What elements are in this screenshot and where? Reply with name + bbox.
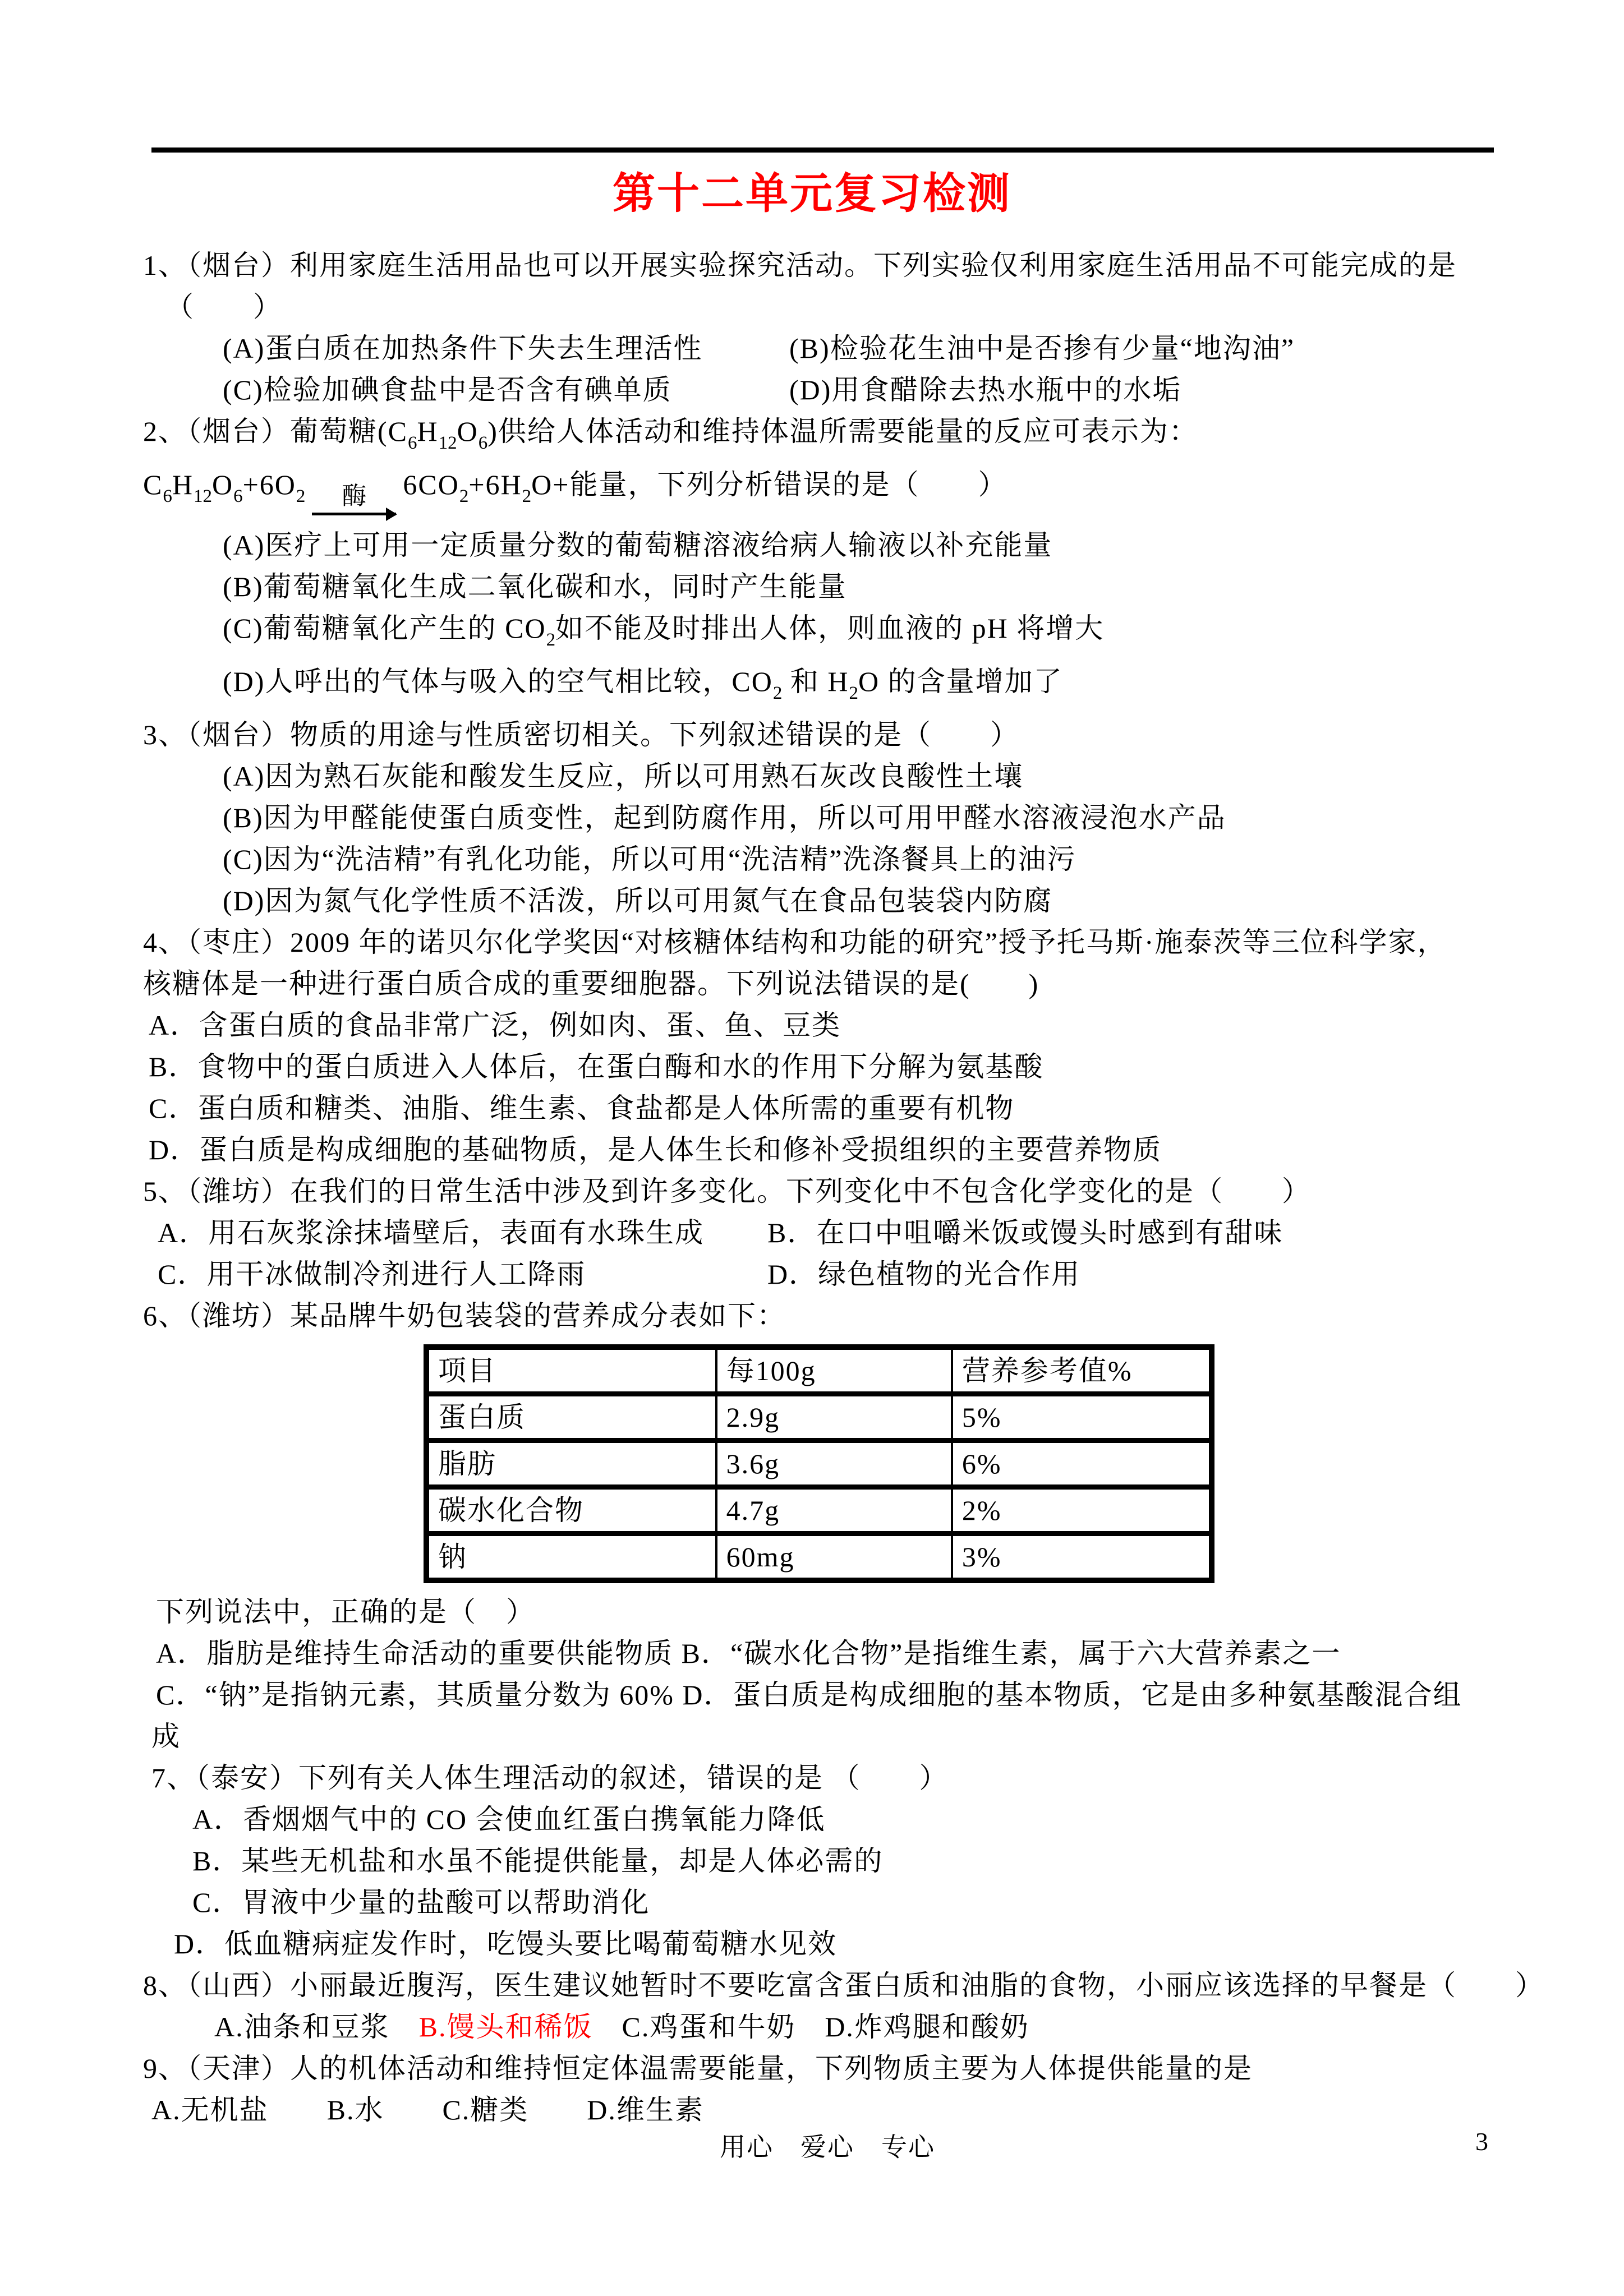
question-3-option-b: [143, 797, 1523, 838]
text-segment: B．食物中的蛋白质进入人体后，在蛋白酶和水的作用下分解为氨基酸: [149, 1051, 1044, 1082]
table-cell: 碳水化合物: [426, 1487, 716, 1534]
text-segment: +6O: [242, 469, 296, 500]
subscript: 2: [546, 630, 556, 650]
text-segment: 核糖体是一种进行蛋白质合成的重要细胞器。下列说法错误的是( ): [143, 968, 1039, 999]
subscript: 2: [459, 486, 469, 506]
question-3-option-d: [143, 880, 1523, 921]
text-segment: C．“钠”是指钠元素，其质量分数为 60% D．蛋白质是构成细胞的基本物质，它是由多种氨基酸混合组: [156, 1679, 1462, 1711]
question-1-options-cd: [143, 369, 1523, 411]
table-cell: 2%: [952, 1487, 1212, 1534]
table-header-row: [426, 1347, 1212, 1394]
question-2-option-d: [143, 661, 1523, 714]
table-cell: 3.6g: [716, 1441, 952, 1487]
text-segment: 1、（烟台）利用家庭生活用品也可以开展实验探究活动。下列实验仅利用家庭生活用品不可能完成的是: [143, 250, 1457, 281]
enzyme-reaction-arrow: [312, 482, 396, 524]
table-cell: 4.7g: [716, 1487, 952, 1534]
question-2-text: [143, 411, 1523, 464]
text-segment: D．低血糖病症发作时，吃馒头要比喝葡萄糖水见效: [174, 1928, 838, 1960]
text-segment: O: [457, 416, 479, 447]
text-segment: O+能量，下列分析错误的是（ ）: [531, 469, 1007, 500]
question-3-text: [143, 714, 1523, 755]
text-segment: A．含蛋白质的食品非常广泛，例如肉、蛋、鱼、豆类: [149, 1009, 841, 1041]
question-8-options: [143, 2006, 1523, 2048]
table-cell: 5%: [952, 1394, 1212, 1441]
text-segment: (B)葡萄糖氧化生成二氧化碳和水，同时产生能量: [223, 571, 847, 602]
text-segment: (C)检验加碘食盐中是否含有碘单质: [223, 374, 672, 405]
table-row: [426, 1441, 1212, 1487]
table-cell: 钠: [426, 1534, 716, 1581]
text-segment: 下列说法中，正确的是（ ）: [156, 1596, 535, 1628]
text-segment: )供给人体活动和维持体温所需要能量的反应可表示为：: [487, 416, 1198, 447]
subscript: 2: [772, 683, 783, 703]
text-segment: +6H: [468, 469, 522, 500]
subscript: 6: [478, 433, 488, 453]
text-segment: C．用干冰做制冷剂进行人工降雨: [158, 1258, 586, 1290]
question-4-text-1: [143, 921, 1523, 963]
page-footer: [143, 2127, 1512, 2164]
table-cell: 脂肪: [426, 1441, 716, 1487]
subscript: 6: [233, 486, 243, 506]
question-7-option-a: [143, 1799, 1523, 1840]
question-7-option-d: [143, 1923, 1523, 1965]
text-segment: B．某些无机盐和水虽不能提供能量，却是人体必需的: [192, 1845, 884, 1877]
text-segment: B．在口中咀嚼米饭或馒头时感到有甜味: [767, 1217, 1283, 1248]
subscript: 2: [522, 486, 532, 506]
text-segment: A．香烟烟气中的 CO 会使血红蛋白携氧能力降低: [192, 1804, 826, 1835]
question-1-text: [143, 245, 1523, 286]
page-number: 3: [1475, 2127, 1489, 2156]
subscript: 12: [193, 486, 212, 506]
question-2-option-a: [143, 524, 1523, 566]
text-segment: A.油条和豆浆: [214, 2011, 419, 2043]
right-arrow-icon: [312, 513, 396, 515]
question-5-options-ab: [143, 1212, 1523, 1253]
text-segment: D．蛋白质是构成细胞的基础物质，是人体生长和修补受损组织的主要营养物质: [149, 1134, 1162, 1165]
question-5-text: [143, 1170, 1523, 1212]
question-2-equation: [143, 464, 1523, 524]
text-segment: H: [417, 416, 439, 447]
text-segment: (B)因为甲醛能使蛋白质变性，起到防腐作用，所以可用甲醛水溶液浸泡水产品: [223, 802, 1226, 833]
subscript: 6: [163, 486, 172, 506]
text-segment: (D)因为氮气化学性质不活泼，所以可用氮气在食品包装袋内防腐: [223, 885, 1053, 916]
document-body: [143, 245, 1544, 2131]
header-rule: [151, 147, 1494, 153]
question-6-text: [143, 1295, 1523, 1336]
text-segment: O 的含量增加了: [858, 666, 1063, 697]
text-segment: A．用石灰浆涂抹墙壁后，表面有水珠生成: [158, 1217, 705, 1248]
text-segment: (A)因为熟石灰能和酸发生反应，所以可用熟石灰改良酸性土壤: [223, 760, 1024, 792]
text-segment: (B)检验花生油中是否掺有少量“地沟油”: [789, 333, 1295, 364]
table-cell: 蛋白质: [426, 1394, 716, 1441]
table-cell: 6%: [952, 1441, 1212, 1487]
text-segment: (A)医疗上可用一定质量分数的葡萄糖溶液给病人输液以补充能量: [223, 529, 1053, 561]
text-segment: C．胃液中少量的盐酸可以帮助消化: [192, 1887, 650, 1918]
question-4-option-a: [143, 1004, 1523, 1046]
question-7-option-c: [143, 1882, 1523, 1923]
footer-motto: 用心 爱心 专心: [720, 2133, 935, 2161]
question-7-text: [143, 1757, 1523, 1799]
table-row: [426, 1534, 1212, 1581]
nutrition-table: [424, 1344, 1214, 1583]
subscript: 2: [296, 486, 306, 506]
text-segment: 成: [151, 1721, 181, 1752]
text-segment: H: [172, 469, 194, 500]
subscript: 2: [849, 683, 858, 703]
subscript: 12: [438, 433, 457, 453]
text-segment: 6CO: [403, 469, 459, 500]
question-6-options-ab: [143, 1633, 1523, 1674]
question-9-text: [143, 2048, 1523, 2089]
table-row: [426, 1487, 1212, 1534]
enzyme-label: 酶: [342, 482, 367, 510]
text-segment: 7、（泰安）下列有关人体生理活动的叙述，错误的是 （ ）: [151, 1762, 949, 1794]
question-4-option-d: [143, 1129, 1523, 1170]
table-row: [426, 1394, 1212, 1441]
question-3-option-c: [143, 838, 1523, 880]
text-segment: C: [143, 469, 163, 500]
text-segment: A.无机盐 B.水 C.糖类 D.维生素: [151, 2094, 704, 2126]
question-1-options-ab: [143, 328, 1523, 369]
question-2-option-c: [143, 607, 1523, 661]
text-segment: (D)人呼出的气体与吸入的空气相比较，CO: [223, 666, 773, 697]
question-5-options-cd: [143, 1253, 1523, 1295]
question-3-option-a: [143, 755, 1523, 797]
table-header-cell: 项目: [426, 1347, 716, 1394]
text-segment: 8、（山西）小丽最近腹泻，医生建议她暂时不要吃富含蛋白质和油脂的食物，小丽应该选择的早餐是（ ）: [143, 1970, 1544, 2001]
question-1-answer-blank: [143, 286, 1523, 328]
text-segment: C．蛋白质和糖类、油脂、维生素、食盐都是人体所需的重要有机物: [149, 1092, 1015, 1124]
text-segment: （ ）: [165, 291, 282, 322]
text-segment: 4、（枣庄）2009 年的诺贝尔化学奖因“对核糖体结构和功能的研究”授予托马斯·施泰茨等三位科学家，: [143, 926, 1447, 958]
text-segment: O: [211, 469, 234, 500]
text-segment: 6、（潍坊）某品牌牛奶包装袋的营养成分表如下：: [143, 1300, 786, 1331]
table-cell: 2.9g: [716, 1394, 952, 1441]
question-9-options: [143, 2089, 1523, 2131]
text-segment: (D)用食醋除去热水瓶中的水垢: [789, 374, 1182, 405]
text-segment: C.鸡蛋和牛奶 D.炸鸡腿和酸奶: [592, 2011, 1029, 2043]
text-segment: D．绿色植物的光合作用: [767, 1258, 1081, 1290]
table-header-cell: 每100g: [716, 1347, 952, 1394]
text-segment: 如不能及时排出人体，则血液的 pH 将增大: [555, 612, 1105, 644]
question-6-statement: [143, 1591, 1523, 1633]
text-segment: 和 H: [782, 666, 849, 697]
text-segment: (C)因为“洗洁精”有乳化功能，所以可用“洗洁精”洗涤餐具上的油污: [223, 843, 1076, 875]
text-segment: (C)葡萄糖氧化产生的 CO: [223, 612, 546, 644]
page-title: 第十二单元复习检测: [613, 170, 1011, 218]
question-6-options-cd: [143, 1674, 1523, 1716]
question-4-option-c: [143, 1087, 1523, 1129]
table-cell: 60mg: [716, 1534, 952, 1581]
question-4-text-2: [143, 963, 1523, 1004]
table-cell: 3%: [952, 1534, 1212, 1581]
text-segment: 5、（潍坊）在我们的日常生活中涉及到许多变化。下列变化中不包含化学变化的是（ ）: [143, 1175, 1311, 1207]
question-4-option-b: [143, 1046, 1523, 1087]
question-7-option-b: [143, 1840, 1523, 1882]
question-8-text: [143, 1965, 1544, 2006]
table-header-cell: 营养参考值%: [952, 1347, 1212, 1394]
text-segment: 2、（烟台）葡萄糖(C: [143, 416, 408, 447]
question-2-option-b: [143, 566, 1523, 607]
text-segment: A．脂肪是维持生命活动的重要供能物质 B．“碳水化合物”是指维生素，属于六大营养素之一: [156, 1638, 1341, 1669]
question-6-options-cont: [143, 1716, 1523, 1757]
highlighted-answer: B.馒头和稀饭: [418, 2011, 593, 2043]
text-segment: (A)蛋白质在加热条件下失去生理活性: [223, 333, 703, 364]
text-segment: 9、（天津）人的机体活动和维持恒定体温需要能量，下列物质主要为人体提供能量的是: [143, 2053, 1253, 2084]
text-segment: 3、（烟台）物质的用途与性质密切相关。下列叙述错误的是（ ）: [143, 719, 1019, 750]
subscript: 6: [408, 433, 417, 453]
